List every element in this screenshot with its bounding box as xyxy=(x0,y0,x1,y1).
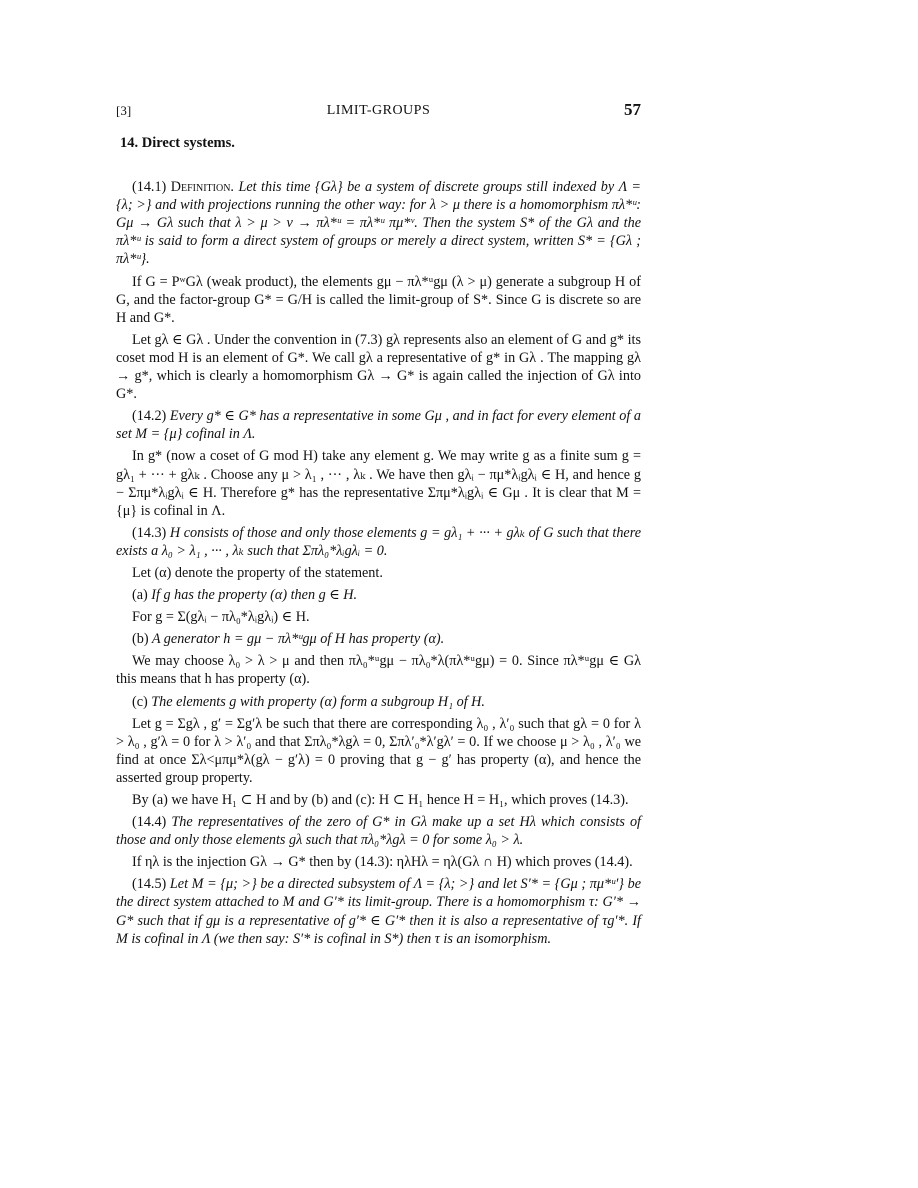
theorem-14-3 xyxy=(116,524,641,560)
paragraph-text: If ηλ is the injection Gλ → G* then by (14.3): ηλHλ = ηλ(Gλ ∩ H) which proves (14.4). xyxy=(132,854,633,871)
paragraph-text: A generator h = gμ − πλ*ᵘgμ of H has property (α). xyxy=(151,631,445,648)
paragraph-label: (b) xyxy=(132,631,149,648)
paragraph-text: For g = Σ(gλᵢ − πλ₀*λᵢgλᵢ) ∈ H. xyxy=(132,609,310,626)
paragraph-text: Let (α) denote the property of the statement. xyxy=(132,564,383,581)
theorem-14-4 xyxy=(116,813,641,849)
paragraph xyxy=(116,273,641,327)
paragraph-text: Let this time {Gλ} be a system of discrete groups still indexed by Λ = {λ; >} and with projections running the other way: for λ > μ there is a homomorphism πλ*ᵘ: Gμ → Gλ such that λ > μ > ν → πλ*ᵘ = πλ*ᵘ πμ*ᵛ. Then the system S* of the Gλ and the πλ*ᵘ is said to form a direct system of groups or merely a direct system, written S* = {Gλ ; πλ*ᵘ}. xyxy=(116,179,642,268)
paragraph xyxy=(116,608,641,626)
paragraph-label: (14.1) xyxy=(132,179,167,196)
paragraph-text: Let gλ ∈ Gλ . Under the convention in (7.3) gλ represents also an element of G and g* its coset mod H is an element of G*. We call gλ a representative of g* in Gλ . The mapping gλ → g*, which is clearly a homomorphism Gλ → G* is again called the injection of Gλ into G*. xyxy=(116,331,641,403)
paragraph-label: (14.4) xyxy=(132,814,167,831)
definition-14-1 xyxy=(116,178,641,268)
paragraph xyxy=(116,564,641,582)
paragraph-text: If G = PʷGλ (weak product), the elements gμ − πλ*ᵘgμ (λ > μ) generate a subgroup H of G, and the factor-group G* = G/H is called the limit-group of S*. Since G is discrete so are H and G*. xyxy=(116,273,641,326)
paragraph-text: The representatives of the zero of G* in Gλ make up a set Hλ which consists of those and only those elements gλ such that πλ₀*λgλ = 0 for some λ₀ > λ. xyxy=(116,814,642,849)
running-title: LIMIT-GROUPS xyxy=(326,103,431,118)
paragraph-text: If g has the property (α) then g ∈ H. xyxy=(151,587,358,604)
theorem-14-2 xyxy=(116,407,641,443)
paragraph xyxy=(116,652,641,688)
paragraph-text: H consists of those and only those elements g = gλ₁ + ··· + gλₖ of G such that there exists a λ₀ > λ₁ , ··· , λₖ such that Σπλ₀*λᵢgλᵢ = 0. xyxy=(116,524,642,559)
claim-a xyxy=(116,586,641,604)
page-number: 57 xyxy=(624,100,641,119)
paragraph-label: (14.5) xyxy=(132,876,167,893)
chapter-marker: [3] xyxy=(116,103,132,118)
paragraph xyxy=(116,331,641,403)
paragraph-label: (14.2) xyxy=(132,408,167,425)
paragraph xyxy=(116,853,641,871)
paragraph xyxy=(116,791,641,809)
paragraph-text: The elements g with property (α) form a subgroup H₁ of H. xyxy=(151,693,485,710)
paragraph-label: (14.3) xyxy=(132,524,167,541)
claim-b xyxy=(116,630,641,648)
paragraph-text: Let M = {μ; >} be a directed subsystem of Λ = {λ; >} and let S′* = {Gμ ; πμ*ᵘ′} be the direct system attached to M and G′* its limit-group. There is a homomorphism τ: G′* → G* such that if gμ is a representative of g′* ∈ G′* then it is also a representative of τg′*. If M is cofinal in Λ (we then say: S′* is cofinal in S*) then τ is an isomorphism. xyxy=(116,876,641,947)
definition-label: Definition. xyxy=(170,179,234,196)
claim-c xyxy=(116,693,641,711)
paragraph-text: Every g* ∈ G* has a representative in some Gμ , and in fact for every element of a set M = {μ} cofinal in Λ. xyxy=(116,408,641,443)
paragraph-text: We may choose λ₀ > λ > μ and then πλ₀*ᵘgμ − πλ₀*λ(πλ*ᵘgμ) = 0. Since πλ*ᵘgμ ∈ Gλ this means that h has property (α). xyxy=(116,653,641,688)
paragraph-label: (a) xyxy=(132,587,148,604)
section-heading: 14. Direct systems. xyxy=(120,135,235,151)
paragraph-text: By (a) we have H₁ ⊂ H and by (b) and (c): H ⊂ H₁ hence H = H₁, which proves (14.3). xyxy=(132,792,629,808)
paragraph-label: (c) xyxy=(132,693,148,710)
running-header xyxy=(116,100,641,122)
theorem-14-5 xyxy=(116,875,641,947)
paragraph-text: Let g = Σgλ , g′ = Σg′λ be such that there are corresponding λ₀ , λ′₀ such that gλ = 0 for λ > λ₀ , g′λ = 0 for λ > λ′₀ and that Σπλ₀*λgλ = 0, Σπλ′₀*λ′gλ′ = 0. If we choose μ > λ₀ , λ′₀ we find at once Σλ<μπμ*λ(gλ − g′λ) = 0 proving that g − g′ has property (α), and hence the asserted group property. xyxy=(116,715,641,786)
page-body xyxy=(116,134,641,952)
proof-paragraph xyxy=(116,447,641,519)
paragraph xyxy=(116,715,641,787)
paragraph-text: In g* (now a coset of G mod H) take any element g. We may write g as a finite sum g = gλ₁ + ··· + gλₖ . Choose any μ > λ₁ , ··· , λₖ . We have then gλᵢ − πμ*λᵢgλᵢ ∈ H, and hence g − Σπμ*λᵢgλᵢ ∈ H. Therefore g* has the representative Σπμ*λᵢgλᵢ ∈ Gμ . It is clear that M = {μ} is cofinal in Λ. xyxy=(116,448,641,519)
